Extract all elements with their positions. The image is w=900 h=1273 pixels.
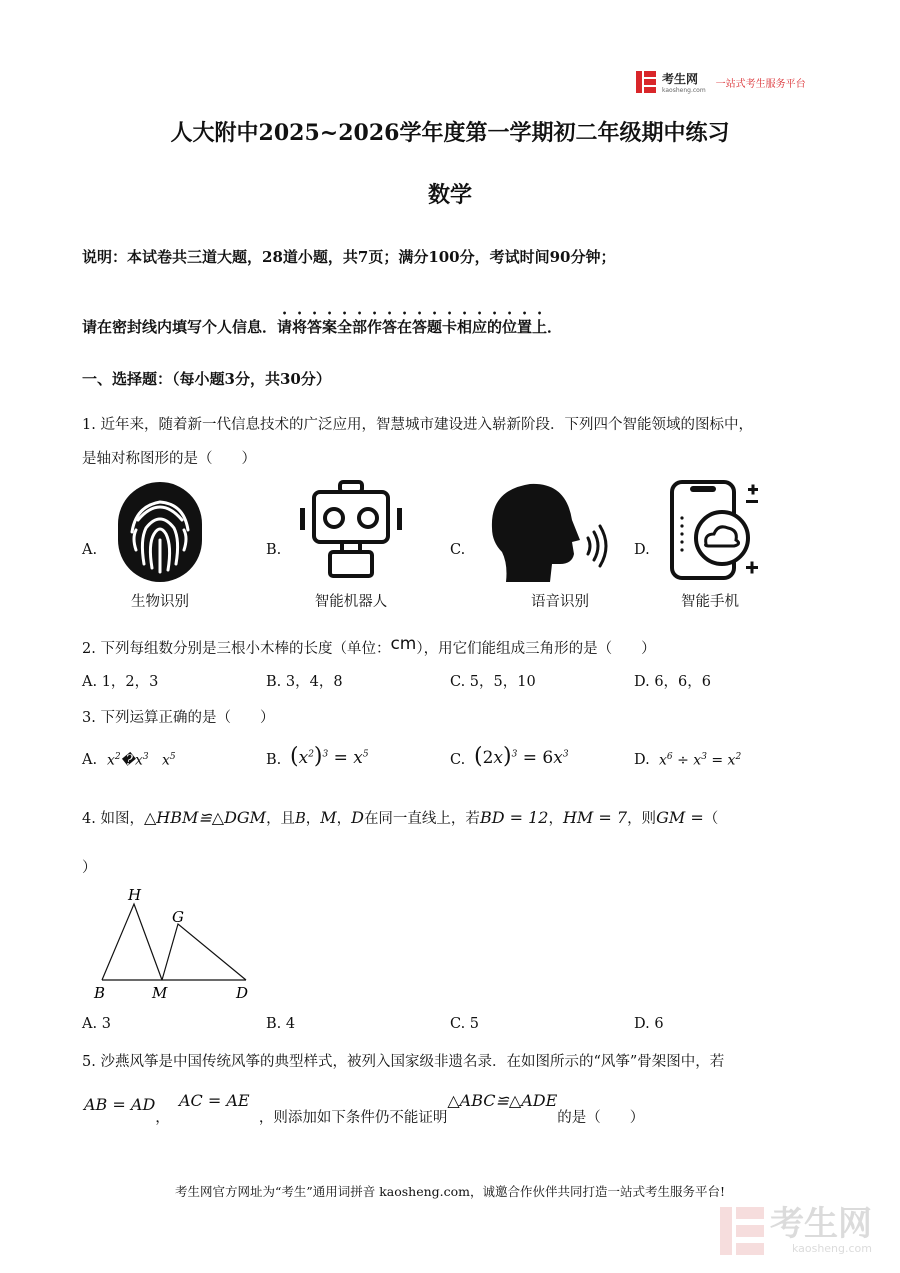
footer-text: 考生网官方网址为“考生”通用词拼音 kaosheng.com，诚邀合作伙伴共同打造一站式考生服务平台!	[174, 1184, 726, 1199]
logo-slogan: 一站式考生服务平台	[715, 78, 806, 90]
q5-end: 的是（ ）	[557, 1110, 645, 1126]
voice-head-icon	[484, 480, 610, 584]
subject-title: 数学	[427, 182, 472, 208]
q4-option-a: A. 3	[82, 1016, 111, 1032]
q5-cond1: AB = AD	[84, 1095, 156, 1114]
q4-paren-close: ）	[82, 860, 97, 876]
q4-stem-b: ，且	[266, 811, 296, 827]
instructions-line2-a: 请在密封线内填写个人信息．	[82, 318, 278, 336]
q2-option-a: A. 1，2，3	[82, 674, 159, 690]
instructions-line1: 说明：本试卷共三道大题，28道小题，共7页；满分100分，考试时间90分钟；	[82, 248, 616, 266]
q4-stem-d: ，则	[627, 811, 657, 827]
q4-stem-a: 4. 如图，	[82, 811, 144, 827]
q1-option-d-caption: 智能手机	[681, 594, 739, 610]
q1-option-a-letter: A.	[82, 542, 98, 558]
q3-option-c-expr: $(2x)^3 = 6x^3$	[474, 744, 569, 769]
q4-label-h: H	[128, 886, 142, 904]
q4-point-b: B	[295, 811, 306, 827]
q2-stem-b: ），用它们能组成三角形的是（ ）	[416, 641, 656, 657]
q3-option-a-expr: $x^2�x^3$ $x^5$	[107, 752, 176, 769]
q5-mid: ，则添加如下条件仍不能证明	[258, 1110, 448, 1126]
q3-option-b-expr: $(x^2)^3 = x^5$	[290, 744, 369, 769]
q4-congruence: △HBM≌△DGM	[143, 808, 267, 827]
q4-label-b: B	[94, 984, 106, 1002]
watermark-text: 考生网	[770, 1204, 872, 1244]
q1-stem-line1: 1. 近年来，随着新一代信息技术的广泛应用，智慧城市建设进入崭新阶段．下列四个智能领域的图标中，	[82, 417, 753, 433]
q4-triangle-figure	[86, 884, 266, 1004]
q4-cond1: BD = 12	[479, 808, 549, 827]
phone-cloud-icon	[668, 478, 764, 582]
q4-label-g: G	[172, 908, 184, 926]
q3-option-d-letter: D.	[634, 752, 650, 768]
q4-ask: GM =	[656, 808, 704, 827]
q4-comma3: ，	[548, 811, 563, 827]
page-title: 人大附中2025~2026学年度第一学期初二年级期中练习	[170, 120, 730, 146]
q4-cond2: HM = 7	[562, 808, 628, 827]
q4-stem-c: 在同一直线上，若	[363, 811, 480, 827]
q4-label-m: M	[152, 984, 168, 1002]
watermark-logo-icon	[720, 1207, 764, 1255]
q4-option-c: C. 5	[450, 1016, 480, 1032]
q3-option-b-letter: B.	[266, 752, 282, 768]
q1-option-a-caption: 生物识别	[131, 594, 189, 610]
q3-option-d-expr: $x^6 \div x^3 = x^2$	[659, 752, 742, 769]
q4-option-d: D. 6	[634, 1016, 664, 1032]
q4-stem	[82, 806, 718, 831]
instructions-line2-c: ．	[547, 318, 563, 336]
logo-text: 考生网	[662, 72, 699, 86]
q1-option-b-letter: B.	[266, 542, 282, 558]
q3-option-a-letter: A.	[82, 752, 98, 768]
kaosheng-logo-icon	[636, 71, 656, 93]
q5-comma: ，	[155, 1110, 170, 1126]
q2-stem	[82, 636, 656, 661]
watermark-sub: kaosheng.com	[791, 1242, 872, 1255]
q4-paren-open: （	[703, 811, 719, 827]
q1-option-b-caption: 智能机器人	[314, 594, 388, 610]
q4-point-m: M	[320, 808, 337, 827]
header-logo	[636, 70, 806, 94]
robot-icon	[296, 478, 406, 582]
q4-comma2: ，	[336, 811, 352, 827]
q5-stem-line2	[84, 1091, 645, 1126]
section-heading: 一、选择题：（每小题3分，共30分）	[82, 370, 331, 388]
q2-unit: cm	[390, 634, 417, 654]
logo-sub: kaosheng.com	[662, 87, 706, 94]
q4-option-b: B. 4	[266, 1016, 296, 1032]
q4-label-d: D	[236, 984, 249, 1002]
q5-congruence: △ABC≌△ADE	[447, 1091, 558, 1110]
q5-stem-line1: 5. 沙燕风筝是中国传统风筝的典型样式，被列入国家级非遗名录．在如图所示的“风筝”骨架图中，若	[82, 1054, 725, 1070]
q2-option-d: D. 6，6，6	[634, 674, 712, 690]
q4-point-d: D	[351, 808, 364, 827]
q1-option-c-caption: 语音识别	[531, 594, 589, 610]
q3-stem: 3. 下列运算正确的是（ ）	[82, 710, 275, 726]
q1-option-c-letter: C.	[450, 542, 466, 558]
q1-stem-line2: 是轴对称图形的是（ ）	[82, 451, 256, 467]
fingerprint-icon	[116, 480, 204, 584]
watermark	[720, 1206, 872, 1255]
instructions-line2-b: 请将答案全部作答在答题卡相应的位置上	[277, 318, 548, 336]
q2-option-b: B. 3，4，8	[266, 674, 343, 690]
q2-option-c: C. 5，5，10	[450, 674, 536, 690]
q3-option-c-letter: C.	[450, 752, 466, 768]
q2-stem-a: 2. 下列每组数分别是三根小木棒的长度（单位：	[82, 641, 391, 657]
q4-comma1: ，	[305, 811, 321, 827]
q5-cond2: AC = AE	[179, 1091, 250, 1110]
q1-option-d-letter: D.	[634, 542, 650, 558]
instructions-line2	[82, 308, 562, 337]
